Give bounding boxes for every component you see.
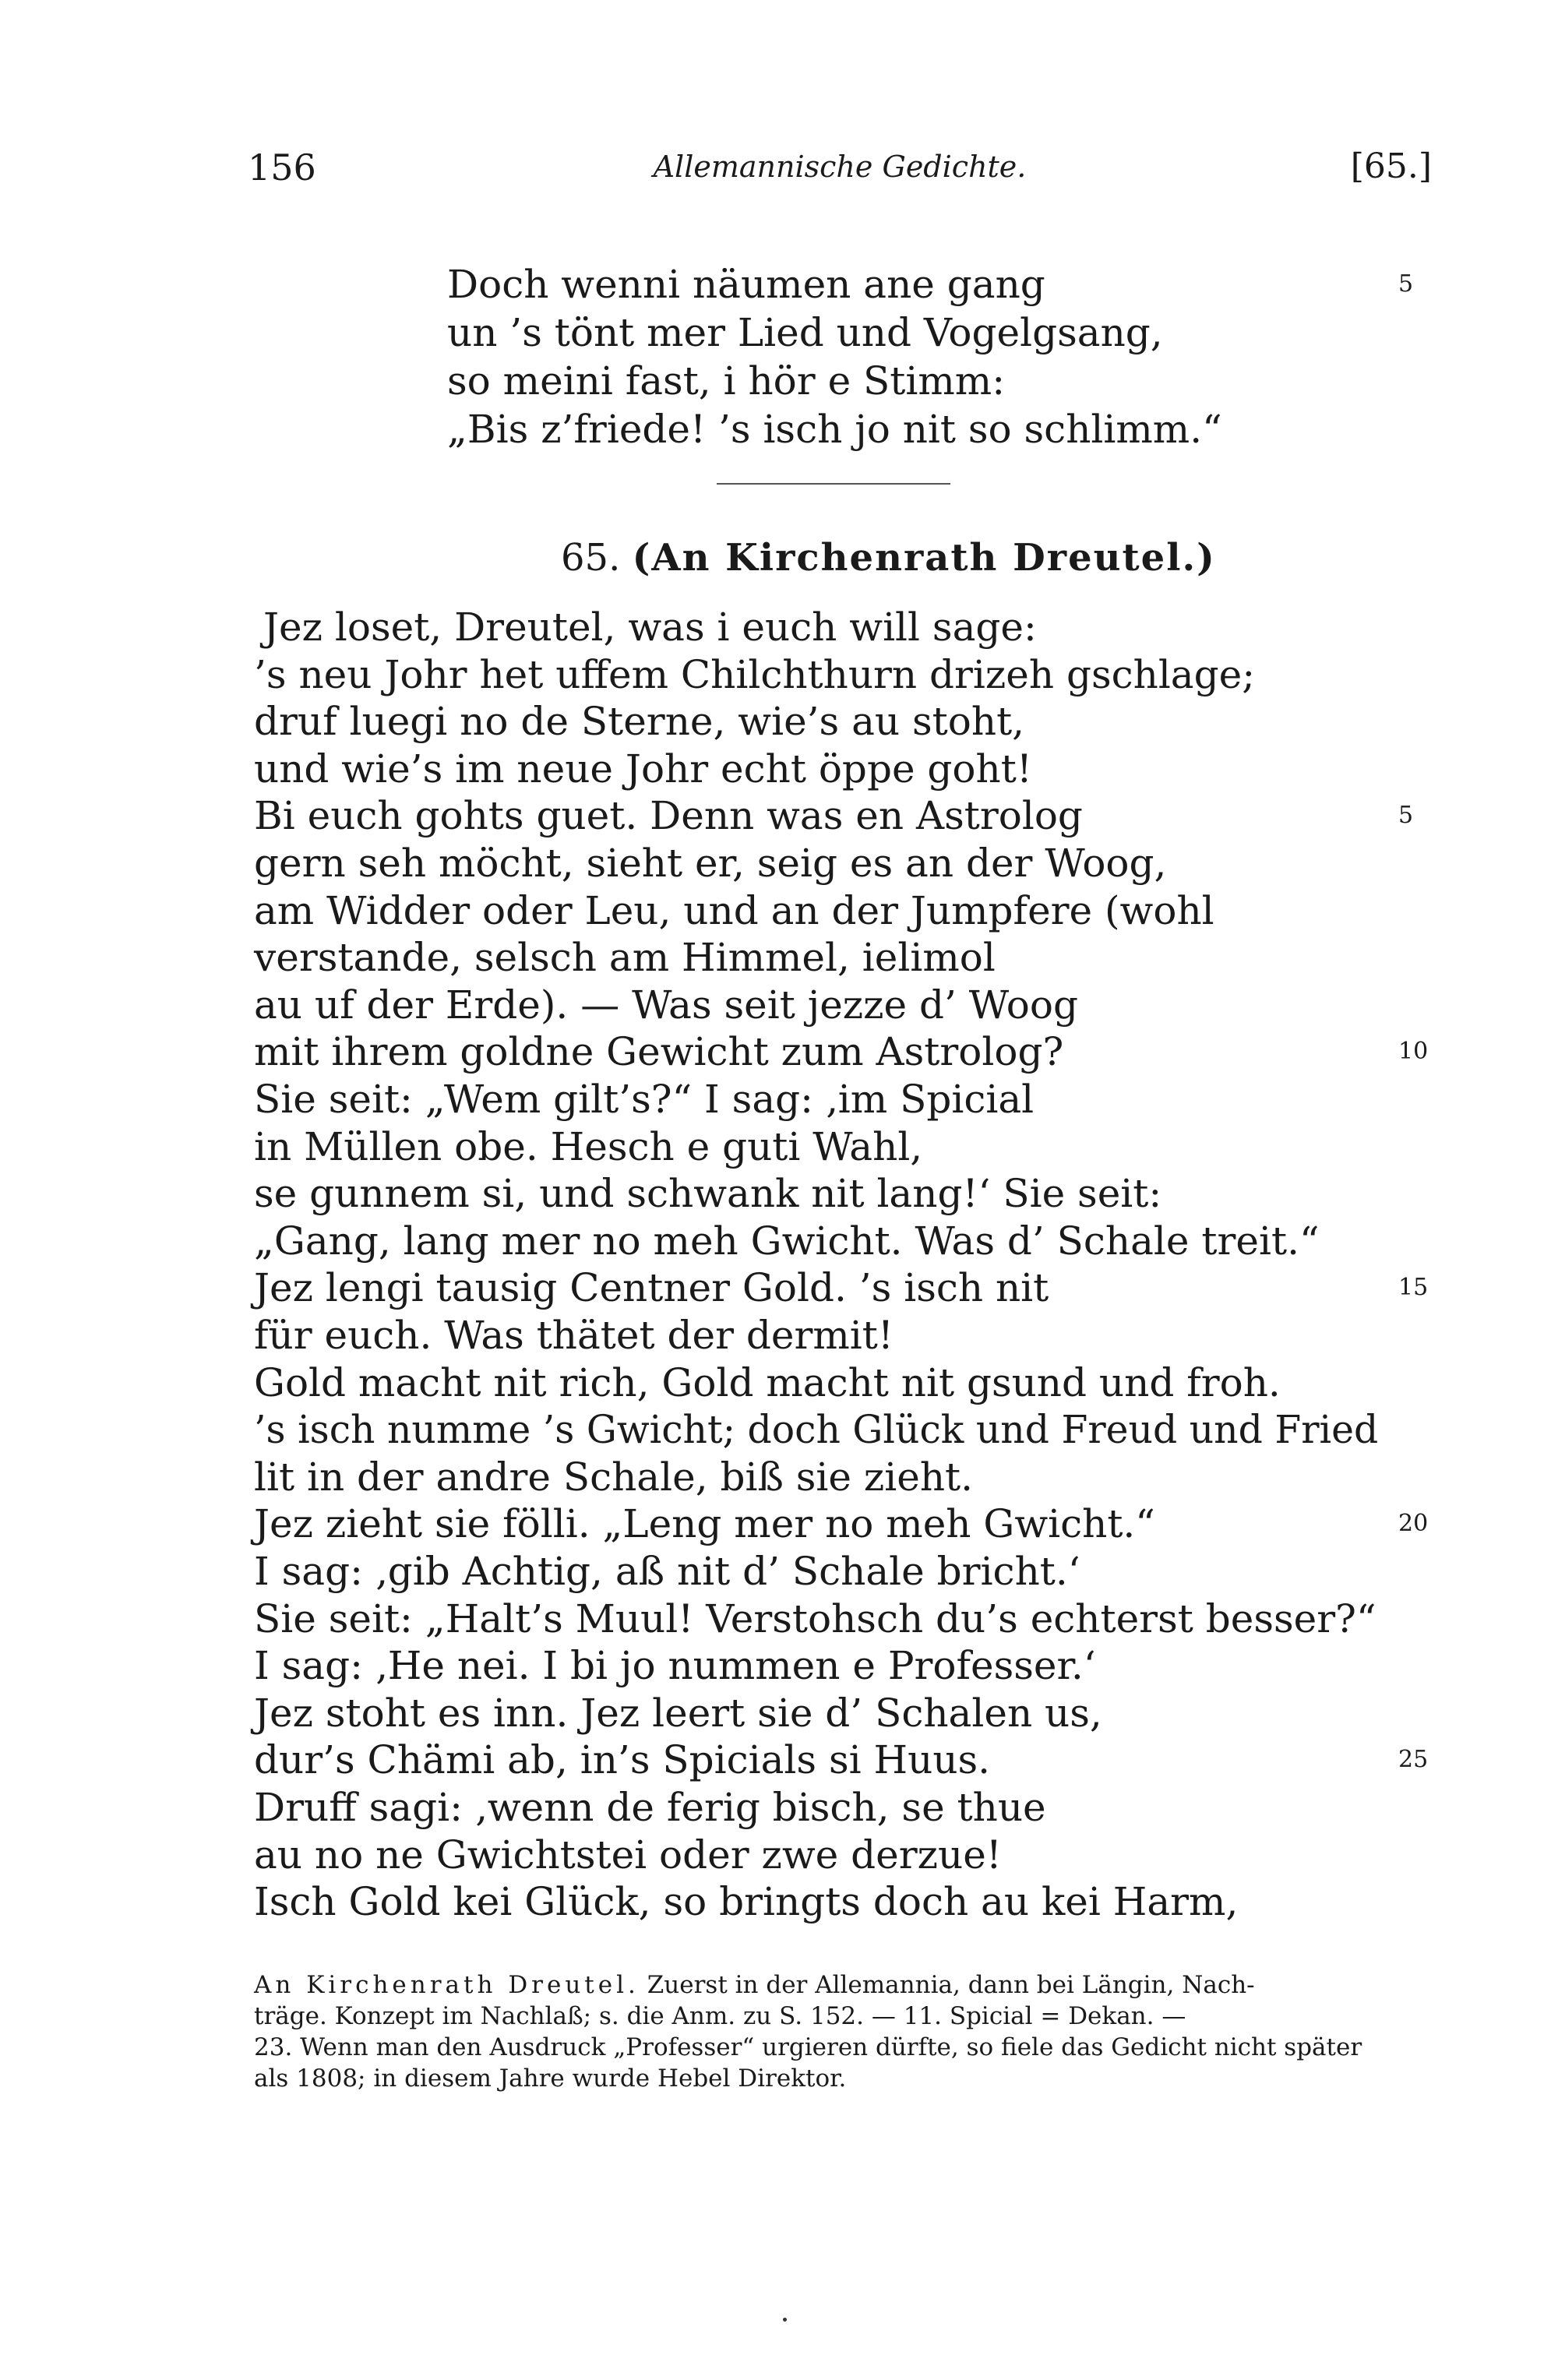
verse-text: mit ihrem goldne Gewicht zum Astrolog?	[254, 1029, 1064, 1074]
verse-text: Gold macht nit rich, Gold macht nit gsund und froh.	[254, 1360, 1281, 1405]
verse-text: se gunnem si, und schwank nit lang!‘ Sie seit:	[254, 1171, 1162, 1216]
verse-line	[0, 1123, 1558, 1170]
verse-line	[0, 1500, 1558, 1547]
verse-text: druf luegi no de Sterne, wie’s au stoht,	[254, 699, 1025, 744]
verse-text: Doch wenni näumen ane gang	[447, 262, 1045, 307]
verse-text: so meini fast, i hör e Stimm:	[447, 358, 1006, 404]
verse-text: Sie seit: „Halt’s Muul! Verstohsch du’s echterst besser?“	[254, 1596, 1376, 1641]
footnote-head: An Kirchenrath Dreutel.	[254, 1971, 640, 1999]
verse-text: un ’s tönt mer Lied und Vogelgsang,	[447, 310, 1163, 355]
verse-line	[0, 840, 1558, 887]
line-number: 25	[1398, 1746, 1429, 1773]
verse-line	[0, 746, 1558, 792]
verse-text: lit in der andre Schale, biß sie zieht.	[254, 1454, 974, 1500]
section-divider	[717, 483, 950, 485]
line-number: 10	[1398, 1038, 1429, 1065]
verse-line	[0, 651, 1558, 698]
verse-text: I sag: ‚gib Achtig, aß nit d’ Schale bricht.‘	[254, 1549, 1080, 1594]
verse-line	[0, 1359, 1558, 1406]
section-mark: [65.]	[1350, 146, 1432, 186]
verse-line	[0, 309, 1558, 356]
verse-text: Sie seit: „Wem gilt’s?“ I sag: ‚im Spicial	[254, 1077, 1035, 1122]
verse-line	[0, 1548, 1558, 1595]
verse-text: Jez zieht sie fölli. „Leng mer no meh Gwicht.“	[254, 1501, 1155, 1546]
print-speck	[783, 2318, 787, 2322]
verse-text: Jez loset, Dreutel, was i euch will sage:	[263, 605, 1037, 650]
page-header	[248, 146, 1432, 193]
verse-line	[0, 698, 1558, 745]
line-number: 5	[1398, 270, 1414, 298]
verse-line	[0, 1312, 1558, 1359]
verse-text: „Bis z’friede! ’s isch jo nit so schlimm.“	[447, 407, 1222, 452]
verse-text: Isch Gold kei Glück, so bringts doch au kei Harm,	[254, 1879, 1239, 1924]
verse-line	[0, 792, 1558, 839]
verse-line	[0, 1454, 1558, 1500]
verse-line	[0, 1642, 1558, 1689]
verse-text: am Widder oder Leu, und an der Jumpfere (wohl	[254, 888, 1214, 933]
verse-line	[0, 1218, 1558, 1264]
verse-text: Bi euch gohts guet. Denn was en Astrolog	[254, 793, 1083, 838]
footnote-text: Zuerst in der Allemannia, dann bei Längin, Nach-	[647, 1971, 1255, 1999]
verse-text: Jez lengi tausig Centner Gold. ’s isch nit	[254, 1265, 1049, 1310]
verse-line	[0, 1264, 1558, 1311]
verse-text: Jez stoht es inn. Jez leert sie d’ Schalen us,	[254, 1691, 1102, 1736]
verse-text: verstande, selsch am Himmel, ielimol	[254, 935, 996, 980]
verse-line	[0, 358, 1558, 404]
verse-line	[0, 1076, 1558, 1123]
line-number: 20	[1398, 1510, 1429, 1537]
verse-text: au no ne Gwichtstei oder zwe derzue!	[254, 1832, 1002, 1878]
verse-line	[0, 934, 1558, 981]
verse-text: dur’s Chämi ab, in’s Spicials si Huus.	[254, 1737, 991, 1782]
verse-text: für euch. Was thätet der dermit!	[254, 1313, 894, 1358]
verse-text: I sag: ‚He nei. I bi jo nummen e Professer.‘	[254, 1643, 1096, 1688]
poem-title	[561, 534, 1216, 581]
verse-line	[0, 604, 1558, 651]
verse-text: au uf der Erde). — Was seit jezze d’ Woog	[254, 982, 1078, 1028]
verse-text: „Gang, lang mer no meh Gwicht. Was d’ Schale treit.“	[254, 1218, 1320, 1264]
page-number: 156	[248, 146, 316, 189]
verse-line	[0, 982, 1558, 1028]
verse-line	[0, 261, 1558, 308]
verse-text: gern seh möcht, sieht er, seig es an der Woog,	[254, 841, 1167, 886]
footnote-line: 23. Wenn man den Ausdruck „Professer“ urgieren dürfte, so fiele das Gedicht nicht später	[254, 2033, 1362, 2061]
verse-text: ’s isch numme ’s Gwicht; doch Glück und Freud und Fried	[254, 1407, 1379, 1452]
footnote-line	[254, 1969, 1426, 2001]
verse-text: ’s neu Johr het uffem Chilchthurn drizeh gschlage;	[254, 652, 1256, 697]
verse-line	[0, 1690, 1558, 1737]
footnote-line: als 1808; in diesem Jahre wurde Hebel Direktor.	[254, 2064, 847, 2093]
verse-line	[0, 1784, 1558, 1831]
verse-line	[0, 887, 1558, 934]
verse-line	[0, 406, 1558, 453]
line-number: 5	[1398, 802, 1414, 829]
line-number: 15	[1398, 1274, 1429, 1301]
footnote-line: träge. Konzept im Nachlaß; s. die Anm. zu S. 152. — 11. Spicial = Dekan. —	[254, 2002, 1186, 2030]
poem-title-text: (An Kirchenrath Dreutel.)	[632, 536, 1216, 580]
verse-line	[0, 1406, 1558, 1453]
verse-line	[0, 1595, 1558, 1642]
poem-number: 65.	[561, 536, 621, 580]
verse-line	[0, 1737, 1558, 1783]
verse-line	[0, 1170, 1558, 1217]
verse-line	[0, 1832, 1558, 1878]
verse-line	[0, 1878, 1558, 1925]
running-title: Allemannische Gedichte.	[653, 150, 1027, 184]
verse-text: in Müllen obe. Hesch e guti Wahl,	[254, 1124, 923, 1169]
verse-line	[0, 1028, 1558, 1075]
verse-text: Druff sagi: ‚wenn de ferig bisch, se thue	[254, 1785, 1046, 1830]
verse-text: und wie’s im neue Johr echt öppe goht!	[254, 746, 1032, 792]
